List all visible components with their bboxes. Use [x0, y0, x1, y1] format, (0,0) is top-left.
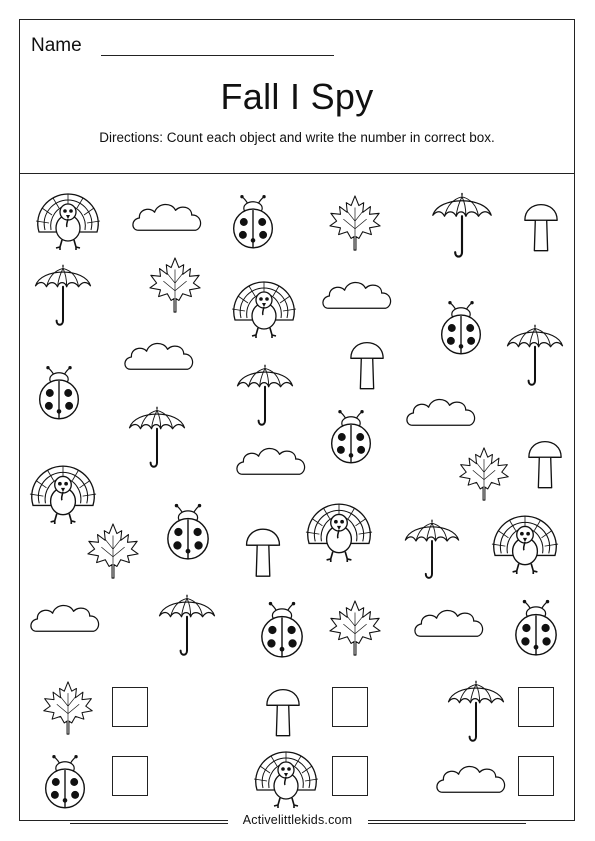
maple-leaf-icon [326, 599, 384, 657]
cloud-icon [432, 760, 510, 798]
answer-box-cloud[interactable] [518, 756, 554, 796]
umbrella-icon [154, 592, 220, 658]
answer-box-leaf[interactable] [112, 687, 148, 727]
umbrella-icon [124, 404, 190, 470]
turkey-icon [228, 278, 300, 338]
umbrella-icon [502, 322, 568, 388]
umbrella-icon [232, 362, 298, 428]
ladybug-icon [512, 596, 560, 660]
umbrella-icon [444, 678, 508, 744]
worksheet-header [19, 19, 575, 174]
ladybug-icon [230, 192, 276, 252]
turkey-icon [250, 748, 322, 808]
directions-text: Directions: Count each object and write the number in correct box. [99, 130, 495, 145]
maple-leaf-icon [84, 522, 142, 580]
turkey-icon [26, 462, 100, 524]
umbrella-icon [430, 190, 494, 260]
answer-box-ladybug[interactable] [112, 756, 148, 796]
ladybug-icon [438, 297, 484, 359]
cloud-icon [232, 442, 310, 480]
mushroom-icon [522, 195, 560, 257]
turkey-icon [302, 500, 376, 562]
ladybug-icon [36, 362, 82, 424]
maple-leaf-icon [326, 194, 384, 252]
mushroom-icon [264, 680, 302, 742]
umbrella-icon [400, 517, 464, 581]
cloud-icon [120, 337, 198, 375]
mushroom-icon [526, 432, 564, 494]
answer-box-mushroom[interactable] [332, 687, 368, 727]
name-label: Name [31, 35, 82, 56]
turkey-icon [32, 190, 104, 250]
ladybug-icon [258, 598, 306, 662]
turkey-icon [488, 512, 562, 574]
ladybug-icon [42, 752, 88, 812]
name-write-line[interactable] [101, 55, 334, 56]
footer [0, 812, 595, 832]
cloud-icon [318, 276, 396, 314]
ladybug-icon [164, 500, 212, 564]
page-title: Fall I Spy [220, 76, 374, 117]
cloud-icon [402, 393, 480, 431]
footer-site-label: Activelittlekids.com [242, 813, 353, 827]
answer-box-umbrella[interactable] [518, 687, 554, 727]
answer-box-turkey[interactable] [332, 756, 368, 796]
maple-leaf-icon [456, 446, 512, 502]
mushroom-icon [243, 520, 283, 582]
cloud-icon [410, 604, 488, 642]
ladybug-icon [328, 406, 374, 468]
maple-leaf-icon [146, 256, 204, 314]
mushroom-icon [348, 333, 386, 395]
cloud-icon [128, 198, 206, 236]
maple-leaf-icon [40, 680, 96, 736]
umbrella-icon [30, 262, 96, 328]
cloud-icon [26, 599, 104, 637]
